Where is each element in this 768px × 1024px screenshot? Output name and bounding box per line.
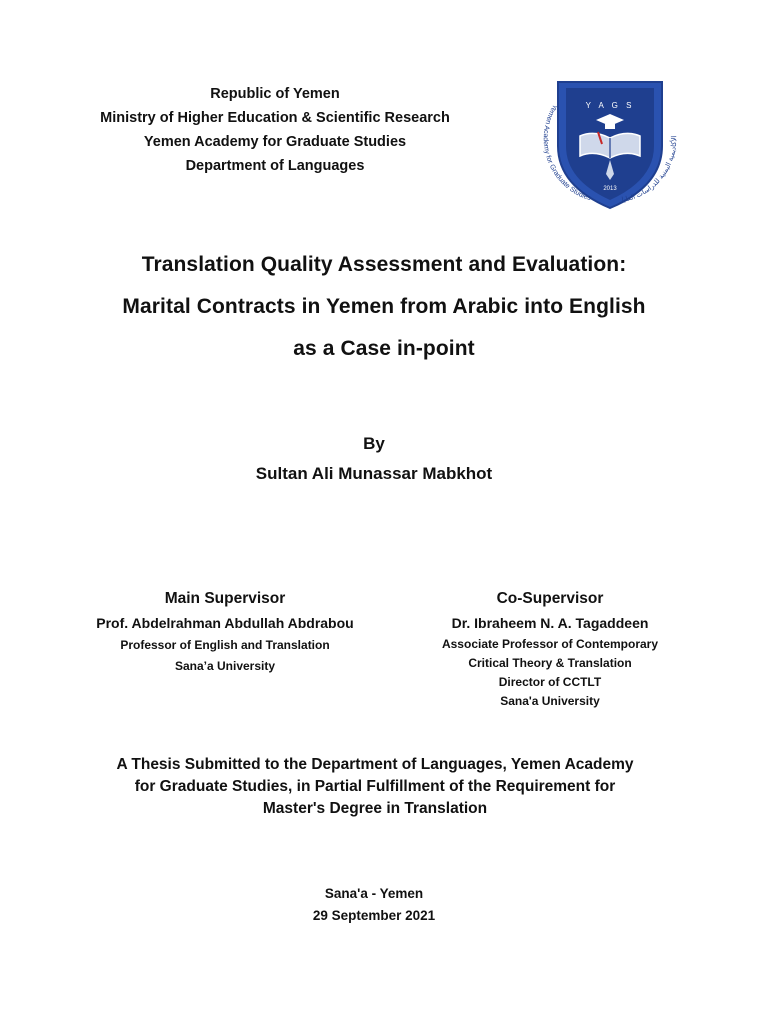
main-supervisor-name: Prof. Abdelrahman Abdullah Abdrabou (96, 615, 354, 631)
title-line-2: Marital Contracts in Yemen from Arabic into English (122, 295, 646, 318)
institution-crest-icon (536, 74, 684, 212)
by-label: By (363, 434, 385, 453)
institution-header (60, 82, 490, 178)
header-line-department: Department of Languages (185, 158, 365, 174)
logo-arc-text-ar: الأكاديمية اليمنية للدراسات العليا (620, 135, 679, 204)
main-supervisor-block (60, 588, 390, 677)
title-line-3: as a Case in-point (293, 337, 475, 360)
place-text: Sana'a - Yemen (324, 886, 424, 901)
academy-logo (536, 74, 684, 212)
thesis-statement (60, 754, 690, 820)
logo-arc-text-en: Yemen Academy for Graduate Studies (541, 102, 592, 203)
main-supervisor-affiliation: Sana’a University (174, 659, 276, 673)
header-line-country: Republic of Yemen (210, 86, 340, 102)
statement-line-2: for Graduate Studies, in Partial Fulfillment of the Requirement for (134, 778, 616, 795)
header-line-ministry: Ministry of Higher Education & Scientific Research (100, 110, 450, 126)
main-supervisor-title: Professor of English and Translation (120, 638, 330, 652)
co-supervisor-affiliation: Sana'a University (500, 694, 600, 708)
statement-line-3: Master's Degree in Translation (262, 800, 488, 817)
co-supervisor-role: Director of CCTLT (498, 675, 602, 689)
date-text: 29 September 2021 (312, 908, 436, 923)
header-line-academy: Yemen Academy for Graduate Studies (143, 134, 407, 150)
co-supervisor-title-line-1: Associate Professor of Contemporary (441, 637, 659, 651)
co-supervisor-title-line-2: Critical Theory & Translation (468, 656, 632, 670)
main-supervisor-heading: Main Supervisor (164, 590, 286, 607)
co-supervisor-heading: Co-Supervisor (496, 590, 604, 607)
co-supervisor-block (400, 588, 700, 711)
thesis-title (0, 244, 768, 370)
title-line-1: Translation Quality Assessment and Evaluation: (141, 253, 627, 276)
co-supervisor-name: Dr. Ibraheem N. A. Tagaddeen (451, 615, 649, 631)
author-name: Sultan Ali Munassar Mabkhot (255, 464, 493, 483)
logo-initials: Y A G S (585, 101, 635, 110)
logo-year: 2013 (603, 186, 617, 192)
statement-line-1: A Thesis Submitted to the Department of Languages, Yemen Academy (116, 756, 634, 773)
place-date-block (0, 883, 748, 927)
